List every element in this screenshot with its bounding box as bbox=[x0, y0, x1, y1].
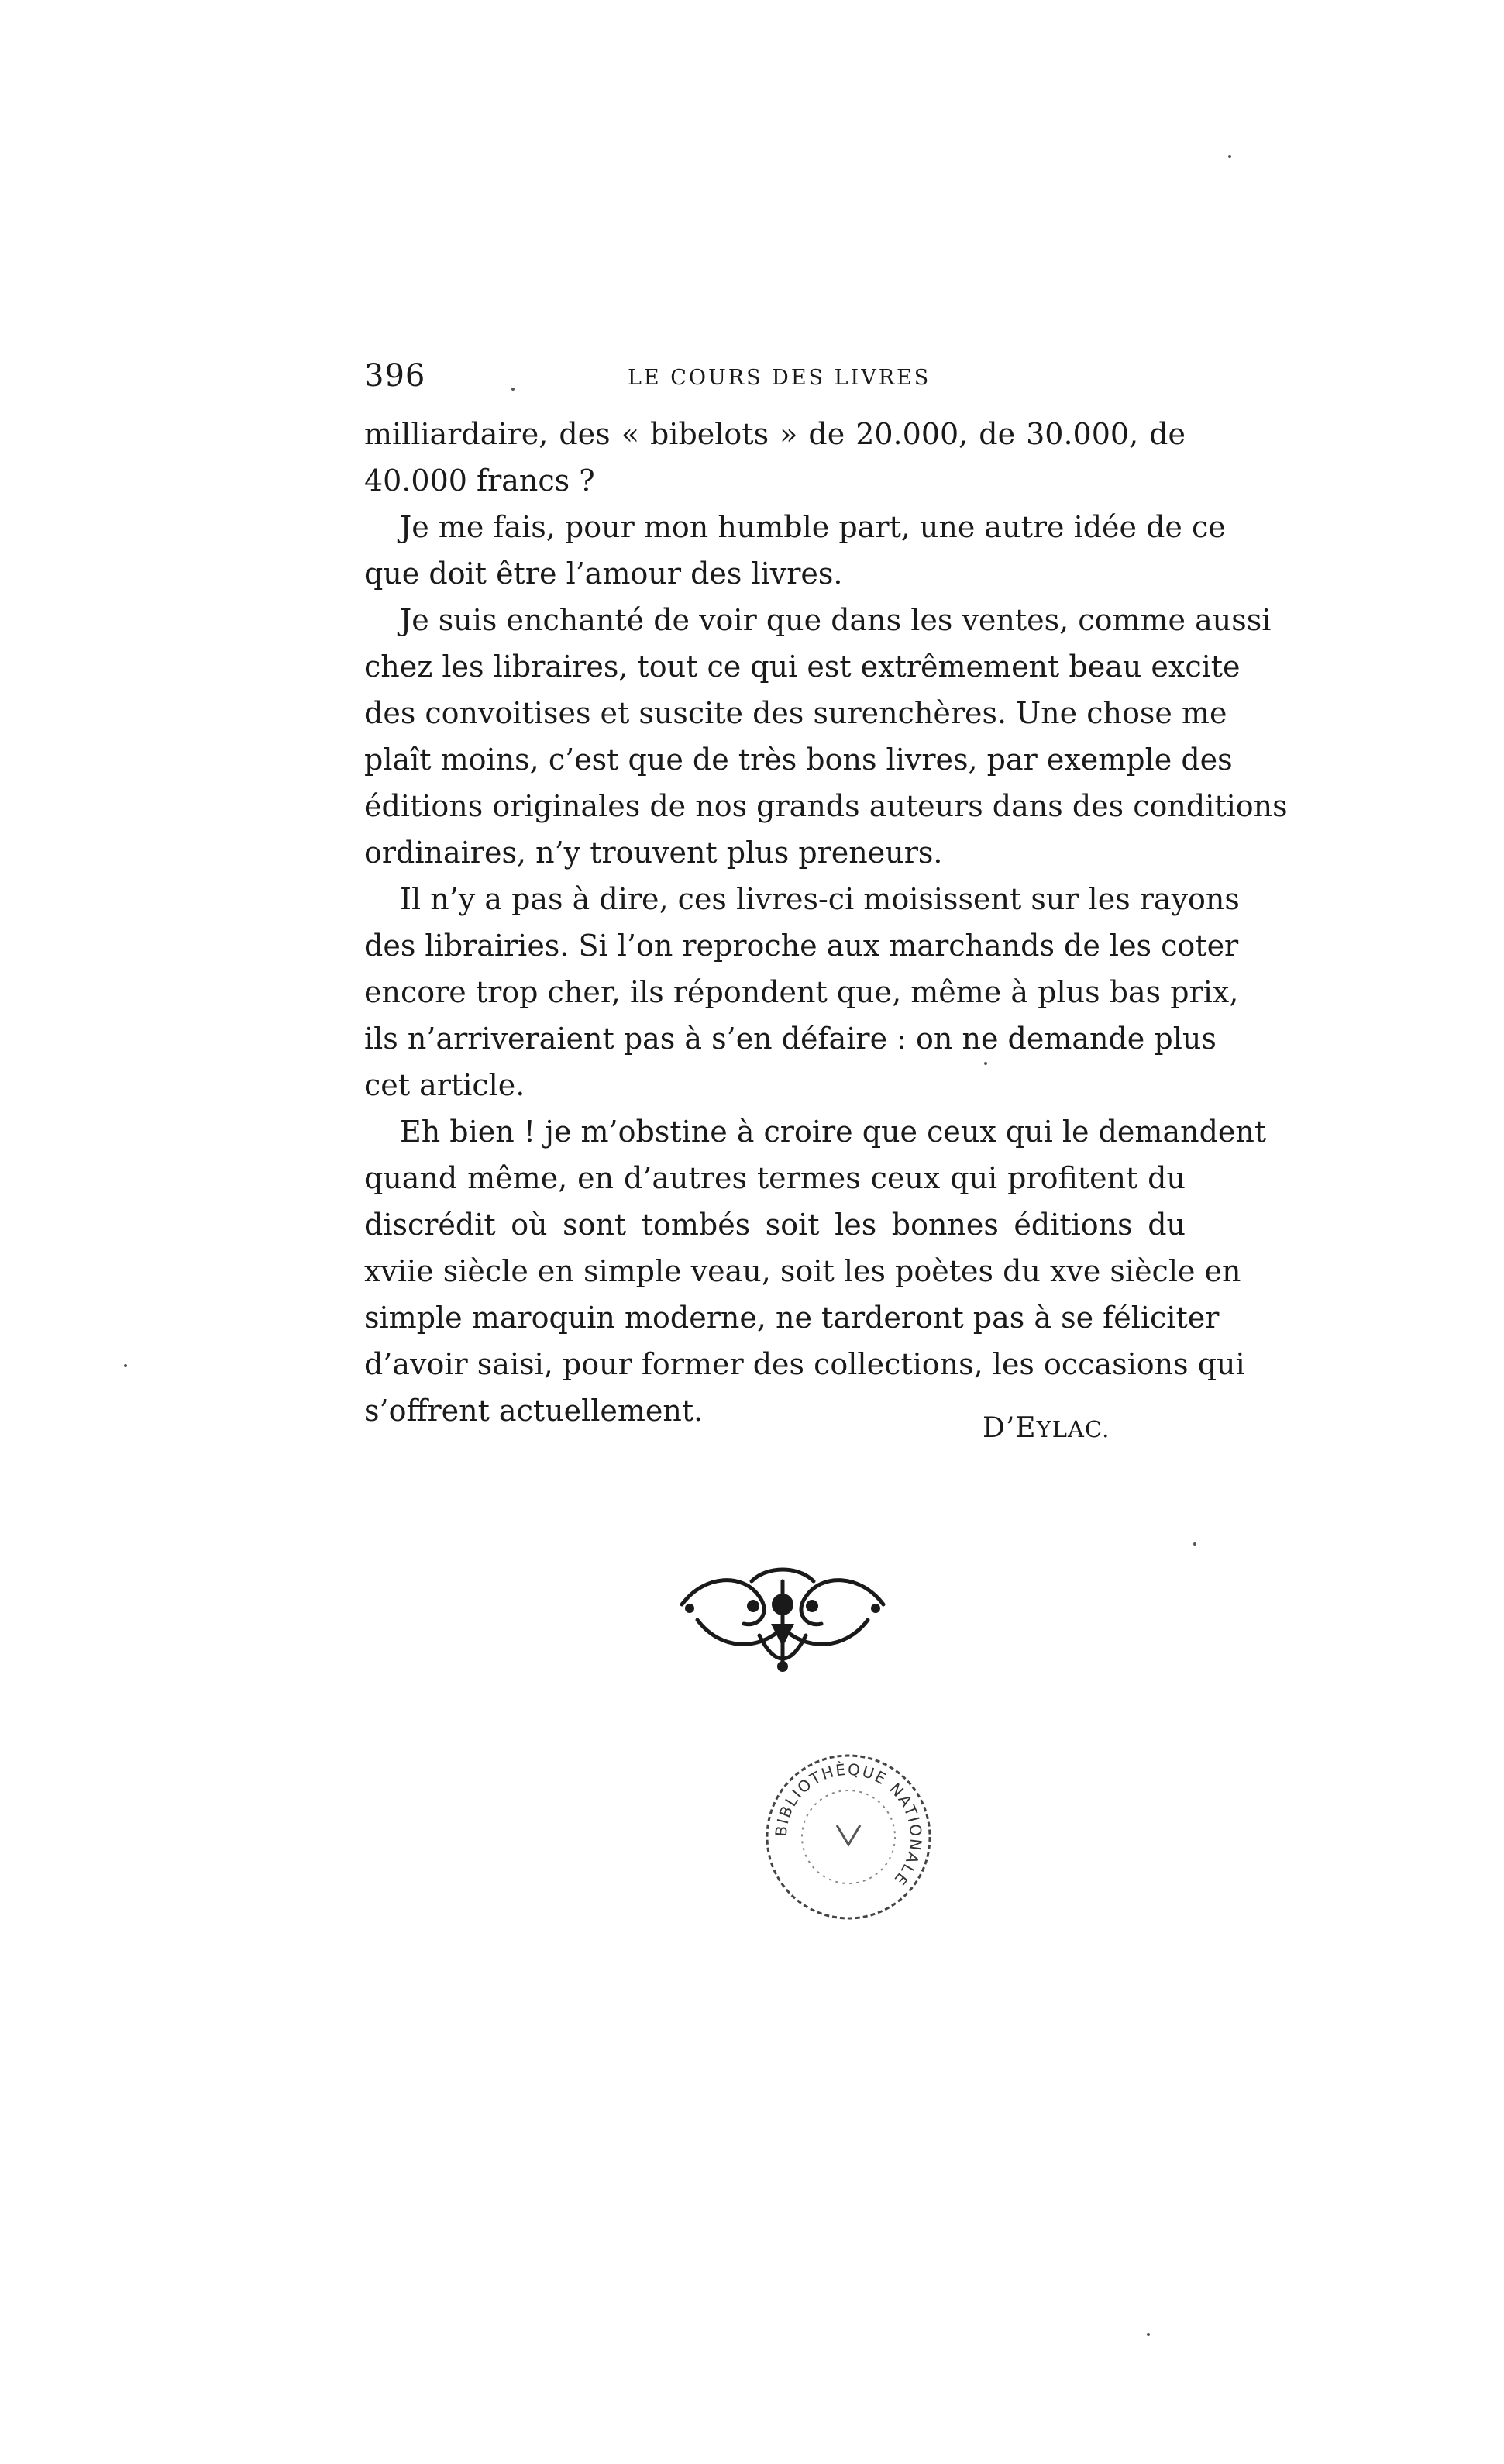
print-speck bbox=[124, 1364, 127, 1367]
print-speck bbox=[984, 1062, 987, 1065]
running-title: LE COURS DES LIVRES bbox=[628, 366, 931, 390]
library-stamp-icon bbox=[755, 1744, 941, 1930]
text-line: des librairies. Si l’on reproche aux marchands de les coter bbox=[364, 929, 1239, 963]
text-line: plaît moins, c’est que de très bons livres, par exemple des bbox=[364, 743, 1233, 777]
stamp-text: BIBLIOTHÈQUE NATIONALE bbox=[771, 1759, 926, 1890]
running-head bbox=[364, 358, 1139, 405]
text-line: d’avoir saisi, pour former des collections, les occasions qui bbox=[364, 1347, 1245, 1381]
text-line: Il n’y a pas à dire, ces livres-ci moisissent sur les rayons bbox=[400, 882, 1240, 916]
text-line: discrédit où sont tombés soit les bonnes éditions du bbox=[364, 1208, 1186, 1242]
text-line: xviie siècle en simple veau, soit les poètes du xve siècle en bbox=[364, 1254, 1241, 1288]
author-signature bbox=[983, 1412, 1110, 1444]
text-line: chez les libraires, tout ce qui est extrêmement beau excite bbox=[364, 650, 1241, 684]
text-line: Je me fais, pour mon humble part, une autre idée de ce bbox=[400, 510, 1226, 544]
text-line: encore trop cher, ils répondent que, même à plus bas prix, bbox=[364, 975, 1239, 1009]
text-line: s’offrent actuellement. bbox=[364, 1394, 704, 1428]
text-line: quand même, en d’autres termes ceux qui profitent du bbox=[364, 1161, 1186, 1195]
print-speck bbox=[1193, 1542, 1196, 1546]
text-line: simple maroquin moderne, ne tarderont pas à se féliciter bbox=[364, 1301, 1220, 1335]
fleuron-ornament-icon bbox=[666, 1550, 899, 1690]
body-text bbox=[364, 411, 1288, 1434]
text-line: ordinaires, n’y trouvent plus preneurs. bbox=[364, 836, 943, 870]
text-line: Je suis enchanté de voir que dans les ventes, comme aussi bbox=[400, 603, 1272, 637]
print-speck bbox=[511, 388, 515, 391]
text-line: des convoitises et suscite des surenchères. Une chose me bbox=[364, 696, 1227, 730]
page-number: 396 bbox=[364, 358, 426, 394]
text-line: ils n’arriveraient pas à s’en défaire : on ne demande plus bbox=[364, 1022, 1217, 1056]
print-speck bbox=[1147, 2333, 1150, 2336]
text-line: que doit être l’amour des livres. bbox=[364, 557, 843, 591]
text-line: Eh bien ! je m’obstine à croire que ceux qui le demandent bbox=[400, 1115, 1267, 1149]
signature-initial: D’E bbox=[983, 1412, 1037, 1444]
signature-rest: YLAC. bbox=[1036, 1416, 1110, 1442]
text-line: 40.000 francs ? bbox=[364, 464, 595, 498]
text-line: milliardaire, des « bibelots » de 20.000, de 30.000, de bbox=[364, 417, 1186, 451]
print-speck bbox=[1228, 155, 1231, 158]
text-line: cet article. bbox=[364, 1068, 525, 1102]
text-line: éditions originales de nos grands auteurs dans des conditions bbox=[364, 789, 1288, 823]
